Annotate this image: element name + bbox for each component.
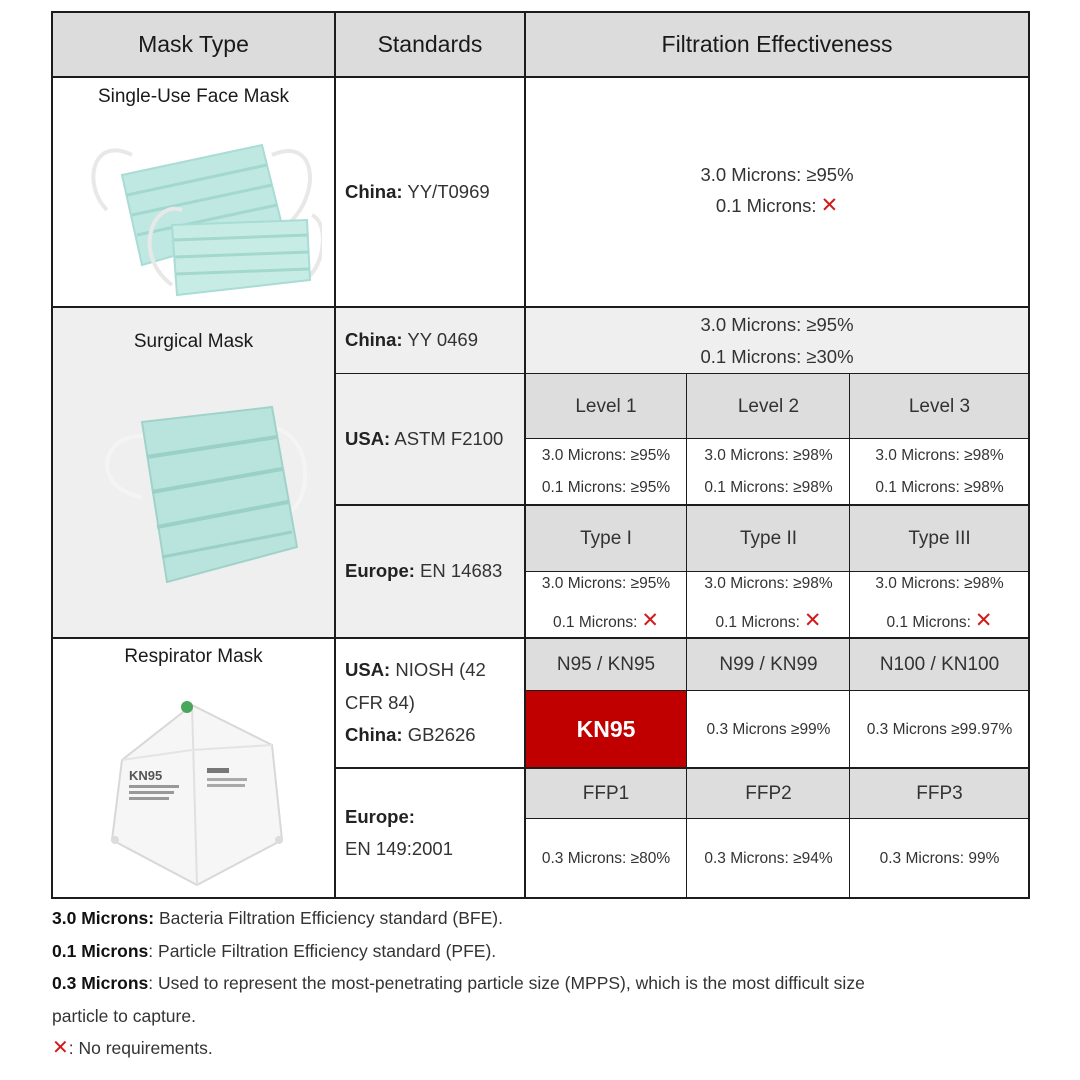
respirator-class-label: N99 / KN99 [719,653,818,675]
respirator-n100-value [850,691,1029,768]
respirator-class-label: FFP3 [916,782,963,804]
filtration-line: 3.0 Microns: ≥95% [541,447,671,465]
table-rule-vertical [524,11,526,899]
standard-region: USA: [345,659,391,681]
standard-single-use [335,77,525,307]
footnote-label: 0.1 Microns [52,940,149,961]
footnote-text: : Particle Filtration Efficiency standard (PFE). [148,940,497,961]
header-standards [335,12,525,77]
europe-type-3-header [850,505,1029,572]
surgical-mask-icon [82,397,312,597]
footnote-text: : Used to represent the most-penetrating particle size (MPPS), which is the most difficult size [148,973,865,993]
filtration-line: 3.0 Microns: ≥95% [700,314,854,336]
respirator-class-label: FFP2 [745,782,792,804]
table-rule [51,76,1030,78]
europe-type-label: Type III [908,527,971,549]
table-rule-vertical [849,638,850,898]
footnote-label: 0.3 Microns [52,973,149,993]
standard-surgical-china [335,307,525,374]
footnote-text: : No requirements. [68,1038,213,1058]
usa-level-label: Level 3 [908,395,971,417]
filtration-line: 3.0 Microns: ≥98% [875,447,1004,465]
standard-europe-region [345,801,415,833]
respirator-n99-value [687,691,850,768]
kn95-print: KN95 [129,768,163,783]
table-border-left [51,11,53,899]
standard-respirator-europe [335,768,525,898]
standard-surgical-europe-line [345,557,502,586]
table-rule-vertical [686,373,687,638]
filtration-line: 0.1 Microns: ≥98% [875,479,1004,496]
header-filtration [525,12,1029,77]
standard-region: USA: [345,428,391,450]
standard-surgical-usa-line [345,425,503,454]
filtration-line: 3.0 Microns: ≥98% [875,574,1004,592]
filtration-prefix: 0.1 Microns: [715,614,800,632]
respirator-value-text: 0.3 Microns: 99% [879,849,1000,867]
usa-level-1-values [525,439,687,505]
respirator-ffp1-value [525,819,687,898]
standard-code: EN 14683 [420,560,503,582]
standard-code: YY/T0969 [407,180,490,202]
standard-respirator-usa-china [335,638,525,768]
respirator-ffp3-header [850,768,1029,819]
footnote-0-3-cont: particle to capture. [52,1005,196,1026]
standard-single-use-line [345,178,490,207]
filtration-line [886,599,992,642]
table-border-right [1028,11,1030,899]
footnote-x [52,1032,1012,1065]
filtration-line [553,599,659,642]
kn95-highlight-text: KN95 [576,715,636,742]
mask-cell-surgical [52,307,335,638]
respirator-n100-header [850,638,1029,691]
filtration-line [715,599,821,642]
footnotes [52,902,1012,1065]
respirator-class-label: N95 / KN95 [556,653,656,675]
mask-cell-single-use [52,77,335,307]
filtration-line: 3.0 Microns: ≥95% [700,164,854,186]
no-requirement-x-icon: ✕ [803,609,822,633]
no-requirement-x-icon: ✕ [820,194,839,218]
table-rule [525,571,1030,572]
usa-level-3-header [850,374,1029,439]
usa-level-2-header [687,374,850,439]
table-rule [525,690,1030,691]
header-filtration-text: Filtration Effectiveness [661,30,893,57]
europe-type-3-values [850,572,1029,638]
standard-code: NIOSH (42 [395,659,486,681]
header-mask-type-text: Mask Type [138,30,249,57]
europe-type-label: Type II [739,527,798,549]
filtration-surgical-china [525,307,1029,374]
europe-type-1-values [525,572,687,638]
usa-level-3-values [850,439,1029,505]
usa-level-label: Level 2 [737,395,800,417]
standard-region: China: [345,180,403,202]
filtration-line: 3.0 Microns: ≥98% [704,574,833,592]
table-rule [334,504,1030,506]
usa-level-label: Level 1 [575,395,637,417]
standard-region: Europe: [345,805,415,827]
europe-type-label: Type I [580,527,632,549]
filtration-line [716,190,838,223]
table-rule-vertical [686,638,687,898]
respirator-value-text: 0.3 Microns: ≥80% [541,849,671,867]
no-requirement-x-icon: ✕ [974,609,993,633]
mask-title-single-use: Single-Use Face Mask [97,86,290,107]
europe-type-1-header [525,505,687,572]
table-rule [525,438,1030,439]
respirator-class-label: N100 / KN100 [879,653,1000,675]
usa-level-1-header [525,374,687,439]
respirator-ffp2-header [687,768,850,819]
mask-title-surgical: Surgical Mask [133,331,254,352]
footnote-0-1 [52,935,1012,968]
filtration-line: 0.1 Microns: ≥98% [704,479,833,496]
standard-code: EN 149:2001 [345,838,454,859]
table-rule [51,637,1030,639]
kn95-respirator-icon [97,690,297,890]
filtration-prefix: 0.1 Microns: [552,614,638,632]
filtration-single-use [525,77,1029,307]
standard-code: GB2626 [407,724,476,746]
table-rule-vertical [849,373,850,638]
respirator-value-text: 0.3 Microns ≥99% [706,720,831,738]
surgical-mask-pair-icon [72,115,322,301]
standard-surgical-europe [335,505,525,638]
standard-region: Europe: [345,560,415,582]
standard-surgical-china-line [345,326,478,355]
footnote-0-3 [52,967,1012,1000]
table-rule [525,818,1030,819]
table-rule [334,767,1030,769]
respirator-n95-header [525,638,687,691]
standard-china-line [345,719,476,751]
mask-title-respirator: Respirator Mask [124,646,263,667]
footnote-3-0 [52,902,1012,935]
no-requirement-x-icon: ✕ [52,1037,69,1059]
table-rule-vertical [334,11,336,899]
footnote-text: Bacteria Filtration Efficiency standard (BFE). [159,908,503,928]
respirator-value-text: 0.3 Microns: ≥94% [704,849,833,867]
standard-surgical-usa [335,374,525,505]
respirator-ffp3-value [850,819,1029,898]
standard-usa-line-2: CFR 84) [345,691,415,713]
no-requirement-x-icon: ✕ [641,609,660,633]
europe-type-2-header [687,505,850,572]
table-rule [334,373,1030,374]
footnote-label: 3.0 Microns: [52,908,155,928]
usa-level-2-values [687,439,850,505]
filtration-line: 0.1 Microns: ≥95% [541,479,671,496]
standard-code: YY 0469 [407,329,479,351]
mask-cell-respirator [52,638,335,898]
filtration-line: 3.0 Microns: ≥95% [541,574,671,592]
filtration-line: 3.0 Microns: ≥98% [704,447,833,465]
standard-region: China: [345,329,403,351]
respirator-ffp2-value [687,819,850,898]
table-border-top [51,11,1030,13]
header-mask-type [52,12,335,77]
header-standards-text: Standards [377,30,483,57]
standard-region: China: [345,724,403,746]
respirator-ffp1-header [525,768,687,819]
filtration-prefix: 0.1 Microns: [715,195,817,217]
table-rule [51,306,1030,308]
respirator-n99-header [687,638,850,691]
standard-code: ASTM F2100 [394,428,504,450]
respirator-value-text: 0.3 Microns ≥99.97% [866,720,1013,738]
standard-usa-line [345,654,486,686]
filtration-prefix: 0.1 Microns: [886,614,971,632]
table-border-bottom [51,897,1030,899]
filtration-line: 0.1 Microns: ≥30% [700,345,854,367]
respirator-class-label: FFP1 [582,782,630,804]
europe-type-2-values [687,572,850,638]
kn95-highlight [525,691,687,768]
